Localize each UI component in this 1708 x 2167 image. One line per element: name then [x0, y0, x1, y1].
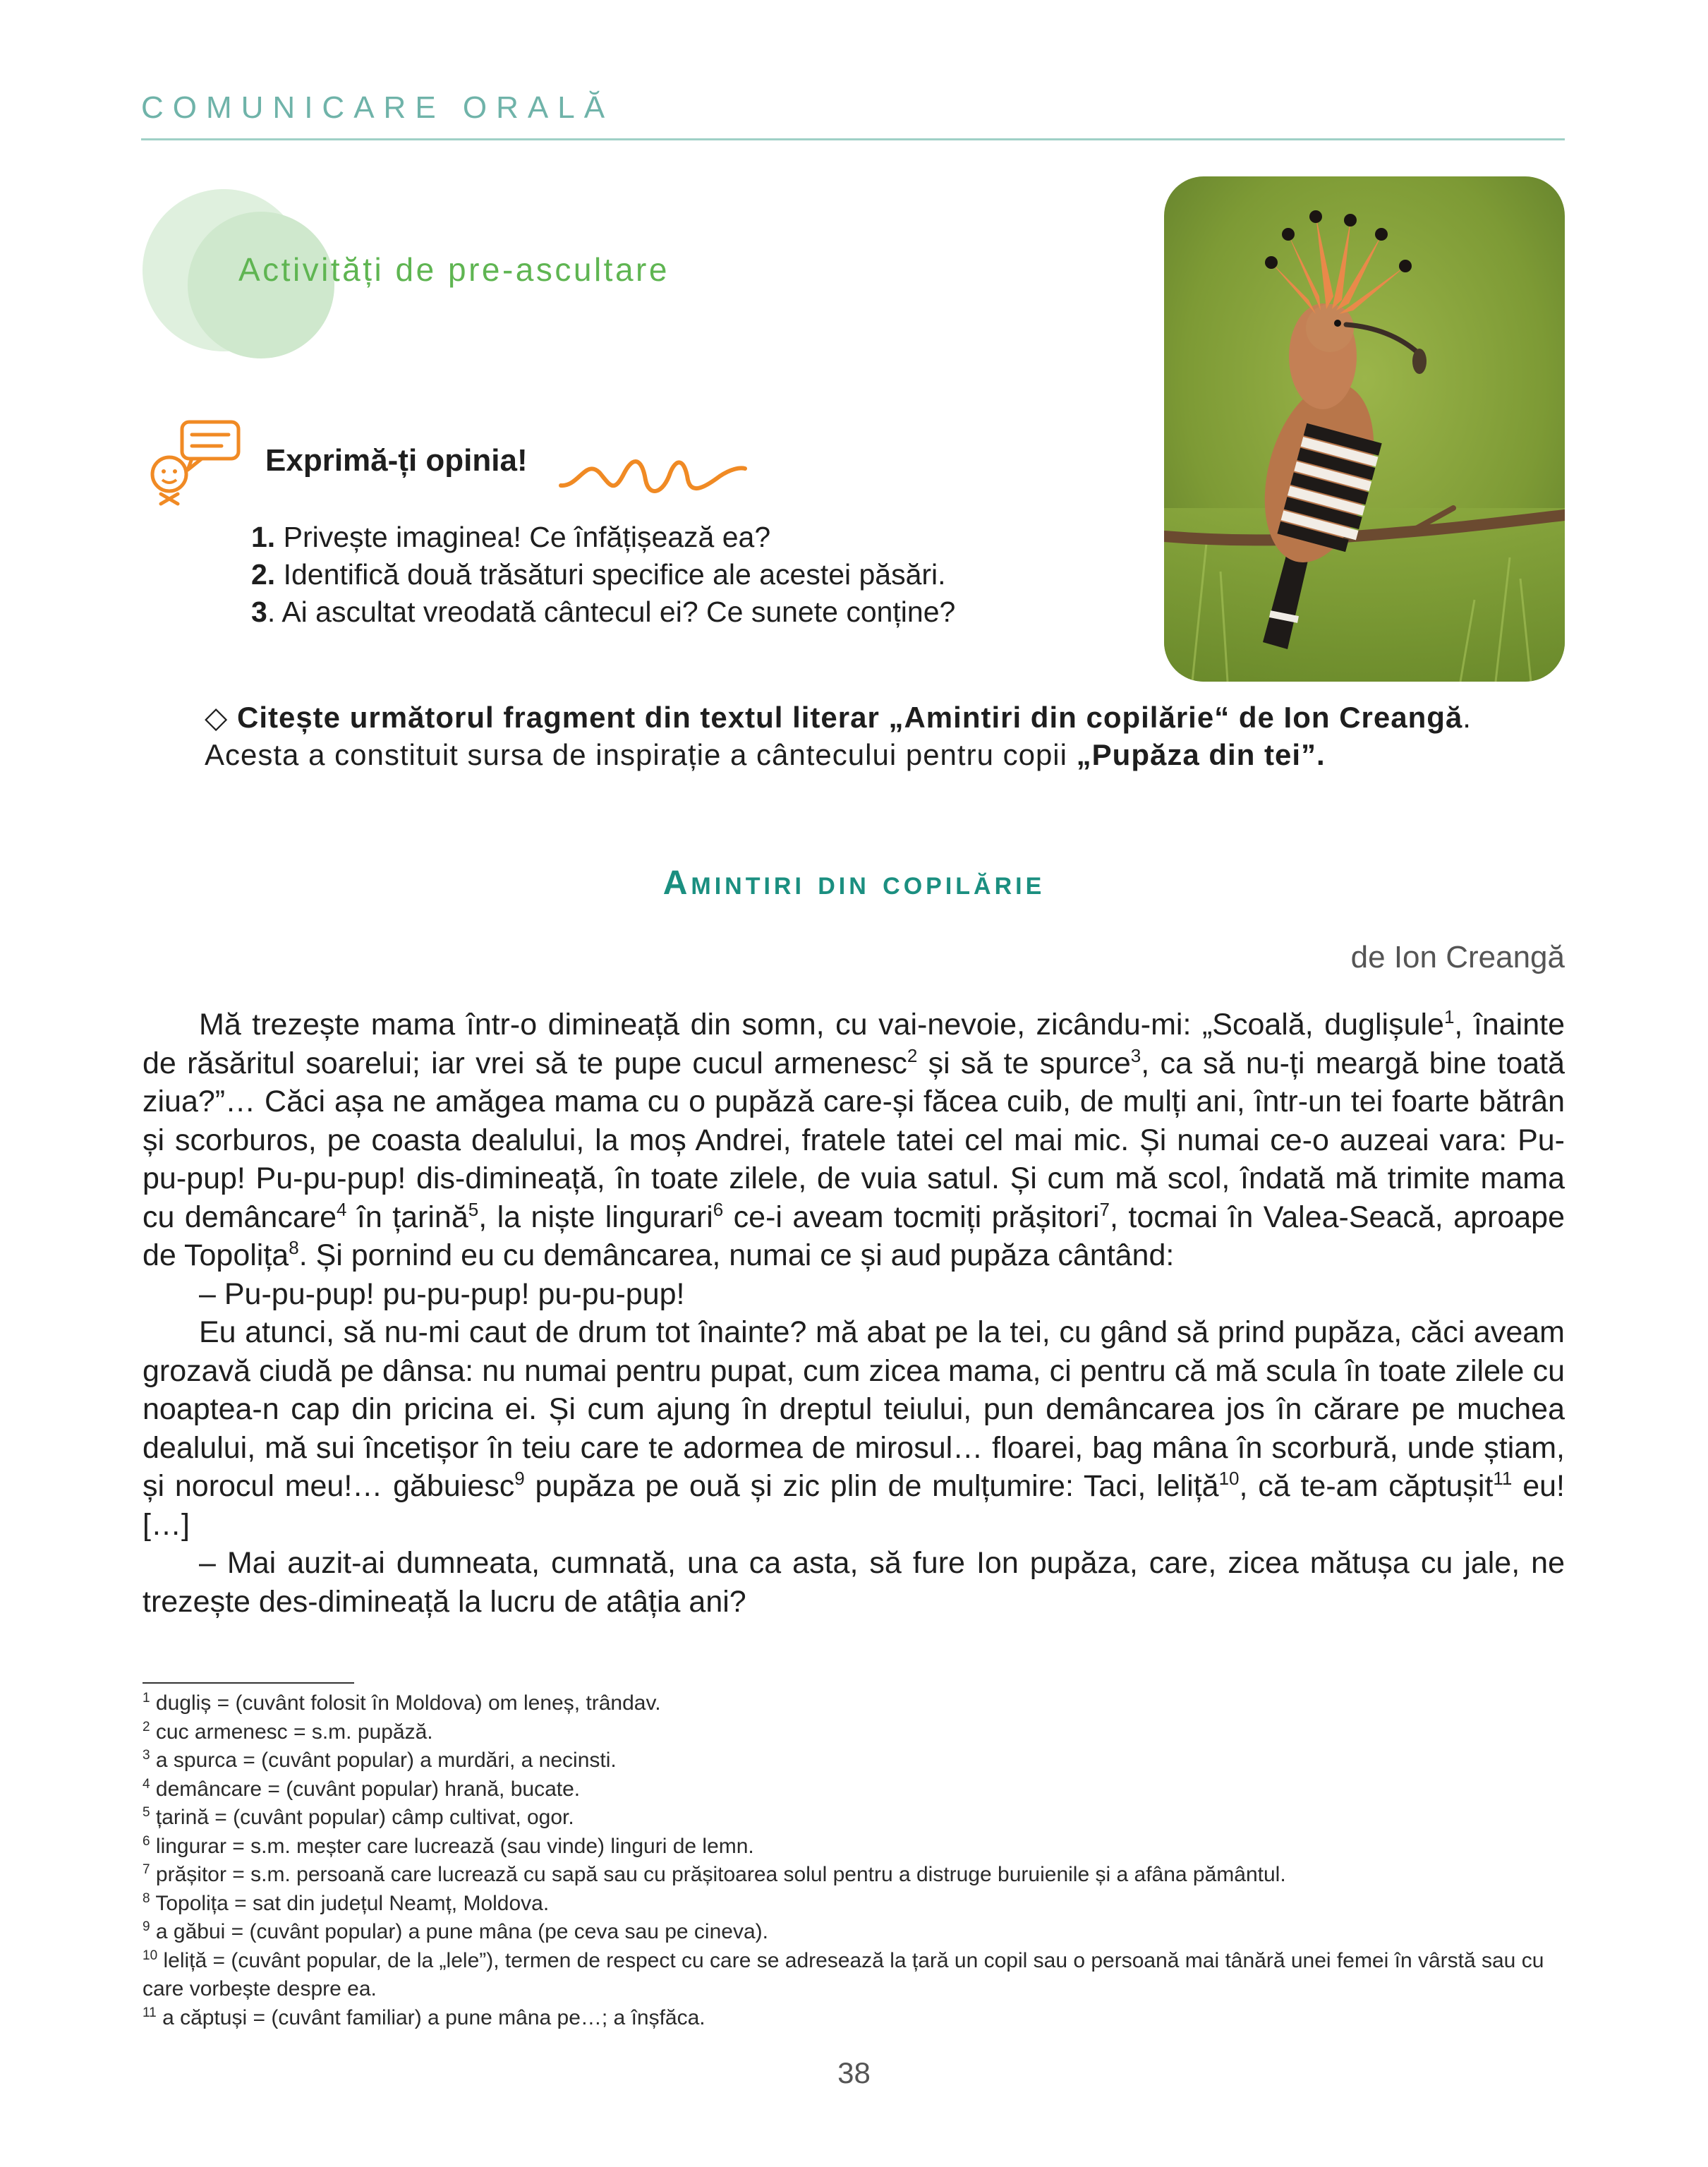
diamond-bullet-icon: ◇ [205, 701, 229, 734]
page-number: 38 [837, 2056, 871, 2089]
header-divider [141, 138, 1565, 140]
footnote: $^5$ țarină = (cuvânt popular) câmp cultivat, ogor. [143, 1805, 574, 1829]
footnote: $^1$ dugliș = (cuvânt folosit în Moldova) om leneș, trândav. [143, 1691, 661, 1715]
question-1: 1. Privește imaginea! Ce înfățișează ea? [251, 521, 771, 553]
paragraph-1: Mă trezește mama într-o dimineață din somn, cu vai-nevoie, zicându-mi: „Scoală, duglișule$^1$, înainte de răsăritul soarelui; iar vrei să te pupe cucul armenesc$^2$ și să te spurce$^3$, ca să nu-ți meargă bine toată ziua?”… Căci așa ne amăgea mama cu o pupăză care-și făcea cuib, de mulți ani, într-un tei foarte bătrân și scorburos, pe coasta dealului, la moș Andrei, fratele tatei cel mai mic. Și numai ce-o auzeai vara: Pu-pu-pup! Pu-pu-pup! dis-dimineață, în toate zilele, de vuia satul. Și cum mă scol, îndată mă trimite mama cu demâncare$^4$ în țarină$^5$, la niște lingurari$^6$ ce-i aveam tocmiți prășitori$^7$, tocmai în Valea-Seacă, aproape de Topolița$^8$. Și pornind eu cu demâncarea, numai ce și aud pupăza cântând: [143, 1006, 1565, 1272]
instruction-line-2: Acesta a constituit sursa de inspirație a cântecului pentru copii „Pupăza din tei”. [205, 738, 1326, 771]
footnote: $^{11}$ a căptuși = (cuvânt familiar) a pune mâna pe…; a înșfăca. [143, 2005, 705, 2029]
hoopoe-photo [1164, 176, 1565, 682]
footnote: $^6$ lingurar = s.m. meșter care lucrează (sau vinde) linguri de lemn. [143, 1833, 754, 1858]
footnote-divider [143, 1682, 354, 1684]
footnotes [143, 1689, 1565, 2032]
paragraph-3: Eu atunci, să nu-mi caut de drum tot înainte? mă abat pe la tei, cu gând să prind pupăza, căci aveam grozavă ciudă pe dânsa: nu numai pentru pupat, cum zicea mama, ci pentru că mă scula în toate zilele cu noaptea-n cap din pricina ei. Și cum ajung în dreptul teiului, pun demâncarea jos în cărare pe muchea dealului, mă sui încetișor în teiu care te adormea de mirosul… floarei, bag mâna în scorbură, unde știam, și norocul meu!… găbuiesc$^9$ pupăza pe ouă și zic plin de mulțumire: Taci, leliță$^{10}$, că te-am căptușit$^{11}$ eu! […] [143, 1315, 1565, 1542]
opinion-questions [251, 519, 1140, 631]
story-title: Amintiri din copilărie [662, 864, 1046, 902]
footnote: $^7$ prășitor = s.m. persoană care lucrează cu sapă sau cu prășitoarea solul pentru a distruge buruienile și a afâna pământul. [143, 1862, 1286, 1886]
hoopoe-illustration [1164, 176, 1565, 682]
footnote: $^8$ Topolița = sat din județul Neamț, Moldova. [143, 1890, 550, 1915]
footnote: $^3$ a spurca = (cuvânt popular) a murdări, a necinsti. [143, 1748, 617, 1772]
story-author: de Ion Creangă [1350, 940, 1565, 974]
footnote: $^{10}$ leliță = (cuvânt popular, de la „lele”), termen de respect cu care se adresează la țară un copil sau o persoană mai tânără unei femei în vârstă sau cu care vorbește despre ea. [143, 1948, 1544, 2000]
question-3: 3. Ai ascultat vreodată cântecul ei? Ce sunete conține? [251, 596, 956, 628]
opinion-title: Exprimă-ți opinia! [265, 443, 528, 478]
paragraph-4: – Mai auzit-ai dumneata, cumnată, una ca asta, să fure Ion pupăza, care, zicea mătușa cu jale, ne trezește des-dimineață la lucru de atâția ani? [143, 1546, 1565, 1619]
opinion-speech-icon [148, 416, 247, 508]
section-title: Activități de pre-ascultare [238, 251, 670, 288]
reading-instruction [205, 699, 1573, 773]
footnote: $^2$ cuc armenesc = s.m. pupăză. [143, 1719, 433, 1744]
instruction-line-1: ◇ Citește următorul fragment din textul literar „Amintiri din copilărie“ de Ion Creangă. [205, 701, 1472, 734]
question-2: 2. Identifică două trăsături specifice ale acestei păsări. [251, 558, 946, 591]
header-title: COMUNICARE ORALĂ [141, 90, 614, 125]
footnote: $^9$ a găbui = (cuvânt popular) a pune mâna (pe ceva sau pe cineva). [143, 1919, 768, 1943]
paragraph-2: – Pu-pu-pup! pu-pu-pup! pu-pu-pup! [199, 1276, 685, 1311]
story-body [143, 1006, 1565, 1621]
footnote: $^4$ demâncare = (cuvânt popular) hrană, bucate. [143, 1776, 581, 1801]
orange-squiggle-decoration [557, 445, 748, 501]
